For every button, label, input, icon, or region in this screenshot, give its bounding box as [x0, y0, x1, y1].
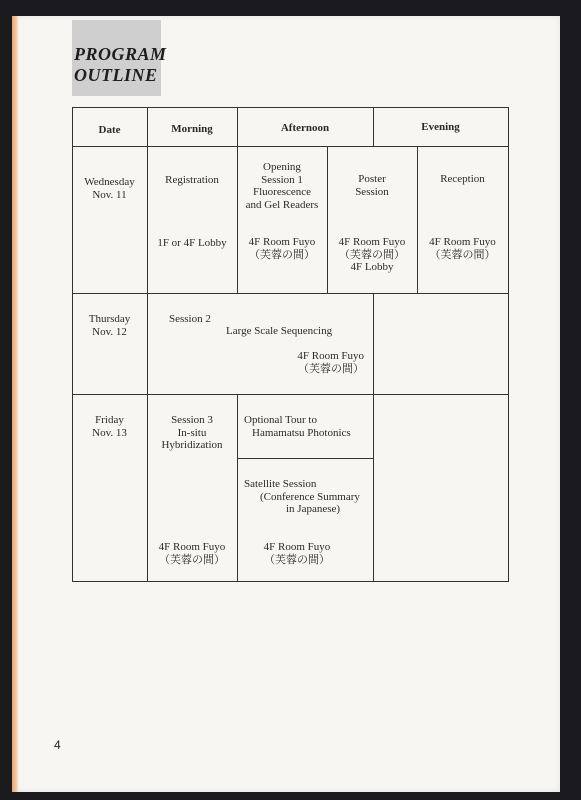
header-date: Date — [98, 124, 121, 136]
header-evening: Evening — [421, 121, 460, 133]
header-morning: Morning — [171, 123, 213, 135]
thursday-session-label: Session 2 — [169, 313, 211, 325]
wednesday-poster-session: Poster Session — [355, 173, 389, 198]
evening-column-divider — [373, 293, 374, 582]
table-border-top — [72, 107, 509, 108]
table-border-right — [508, 107, 509, 582]
friday-satellite-session: Satellite Session (Conference Summary in Japanese) — [244, 478, 360, 515]
page-title-line-1: PROGRAM — [74, 44, 167, 64]
friday-satellite-location: 4F Room Fuyo （芙蓉の間） — [263, 541, 331, 566]
wednesday-afternoon-location: 4F Room Fuyo （芙蓉の間） — [248, 236, 316, 261]
friday-morning-location: 4F Room Fuyo （芙蓉の間） — [158, 541, 226, 566]
thursday-session-title: Large Scale Sequencing — [226, 325, 333, 337]
table-border-bottom — [72, 581, 509, 582]
wednesday-evening: Reception — [440, 173, 485, 185]
wednesday-evening-location: 4F Room Fuyo （芙蓉の間） — [429, 236, 496, 261]
friday-date: Friday Nov. 13 — [92, 414, 127, 439]
thursday-session-location: 4F Room Fuyo （芙蓉の間） — [297, 350, 364, 375]
reception-column-divider — [417, 146, 418, 294]
wednesday-poster-location: 4F Room Fuyo （芙蓉の間） 4F Lobby — [338, 236, 406, 273]
header-divider — [72, 146, 509, 147]
wednesday-date: Wednesday Nov. 11 — [84, 176, 135, 201]
friday-optional-tour: Optional Tour to Hamamatsu Photonics — [244, 414, 351, 439]
page-number: 4 — [54, 738, 61, 752]
friday-afternoon-divider — [237, 458, 373, 459]
wednesday-morning-location: 1F or 4F Lobby — [157, 237, 227, 249]
header-afternoon: Afternoon — [280, 122, 330, 134]
friday-morning: Session 3 In-situ Hybridization — [161, 414, 223, 451]
row-divider-wed — [72, 293, 509, 294]
thursday-date: Thursday Nov. 12 — [88, 313, 131, 338]
wednesday-afternoon: Opening Session 1 Fluorescence and Gel Readers — [245, 161, 319, 211]
row-divider-thu — [72, 394, 509, 395]
page-title-line-2: OUTLINE — [74, 65, 158, 85]
wednesday-morning: Registration — [165, 174, 219, 186]
